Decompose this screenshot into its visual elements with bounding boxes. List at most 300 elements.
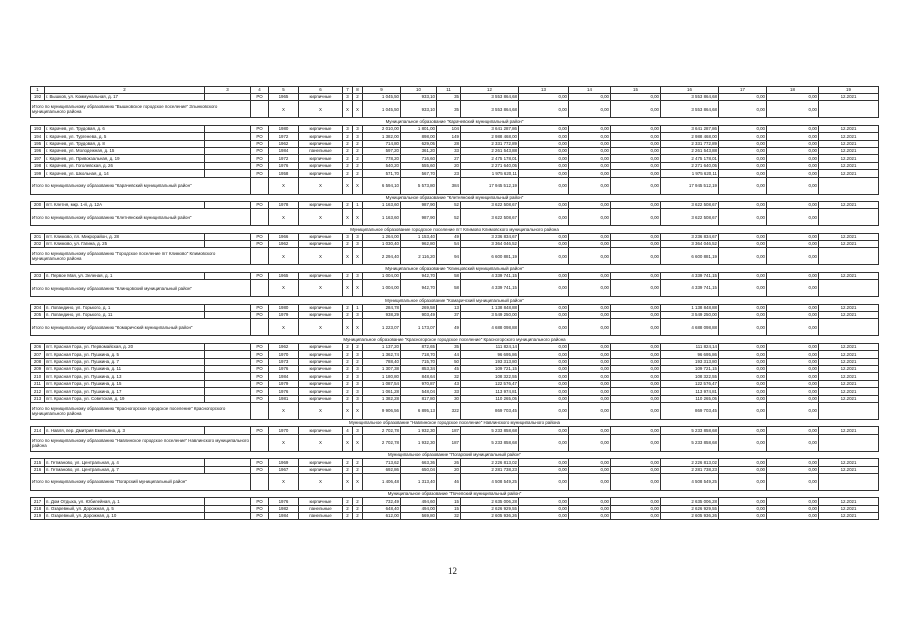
table-cell: 0,00 — [767, 380, 819, 387]
table-cell: 715,70 — [401, 358, 437, 365]
total-label: Итого по муниципальному образованию "Красногорское городское поселение" Красногорского муниципального района — [31, 402, 251, 419]
table-cell: пгт. Красная Гора, ул. Первомайская, д. 20 — [45, 343, 205, 350]
total-cell: 0,00 — [767, 319, 819, 336]
table-cell: 12.2021 — [819, 94, 879, 101]
table-cell: г. Карачев, ул. Трудовая, д. 8 — [45, 140, 205, 147]
table-cell: 0,00 — [611, 351, 661, 358]
table-cell: 12.2021 — [819, 133, 879, 140]
table-cell: 0,00 — [611, 373, 661, 380]
table-cell: 1965 — [269, 94, 299, 101]
total-cell: 942,70 — [401, 280, 437, 297]
table-cell: кирпичные — [299, 272, 343, 279]
table-cell: 110 265,05 — [461, 395, 519, 402]
total-label: Итого по муниципальному образованию "Навлинское городское поселение" Навлинского муниципального района — [31, 434, 251, 451]
total-cell: 987,90 — [401, 209, 437, 226]
table-cell: 0,00 — [767, 140, 819, 147]
table-cell: 0,00 — [719, 94, 767, 101]
section-title: Муниципальное образование "Клинцовский муниципальный район" — [31, 265, 879, 272]
total-cell: 322 — [437, 402, 461, 419]
table-cell: 2 — [343, 380, 353, 387]
total-cell — [819, 473, 879, 490]
table-cell: 0,00 — [719, 312, 767, 319]
table-cell: РО — [251, 498, 269, 505]
total-cell: X — [299, 248, 343, 265]
table-cell: 0,00 — [611, 241, 661, 248]
table-cell: 3 549 250,00 — [461, 312, 519, 319]
table-cell: 1973 — [269, 358, 299, 365]
table-cell: 0,00 — [519, 170, 569, 177]
table-cell: 1976 — [269, 388, 299, 395]
table-cell: 52 — [437, 201, 461, 208]
table-cell: кирпичные — [299, 140, 343, 147]
table-cell: 0,00 — [719, 365, 767, 372]
table-cell: 50 — [437, 358, 461, 365]
table-cell: 970,87 — [401, 380, 437, 387]
table-cell: 0,00 — [519, 505, 569, 512]
table-cell: 1980 — [269, 304, 299, 311]
table-cell: 548,04 — [401, 388, 437, 395]
table-cell: 0,00 — [569, 147, 611, 154]
table-cell: 1979 — [269, 380, 299, 387]
table-cell: кирпичные — [299, 380, 343, 387]
total-cell — [819, 319, 879, 336]
table-cell: 122 576,47 — [461, 380, 519, 387]
table-cell: 692,86 — [363, 466, 401, 473]
total-cell: 2 294,40 — [363, 248, 401, 265]
table-cell: 0,00 — [569, 162, 611, 169]
total-cell: 0,00 — [611, 473, 661, 490]
table-cell: 0,00 — [611, 304, 661, 311]
table-cell: кирпичные — [299, 388, 343, 395]
total-cell: X — [343, 248, 353, 265]
table-cell: 0,00 — [611, 140, 661, 147]
column-number: 5 — [269, 87, 299, 94]
table-cell: 205 — [31, 312, 45, 319]
table-cell — [205, 140, 251, 147]
table-cell: 12.2021 — [819, 241, 879, 248]
table-cell: 1984 — [269, 147, 299, 154]
table-cell: п. Навля, пер. Дмитрия Емельяна, д. 3 — [45, 427, 205, 434]
table-cell: 0,00 — [719, 170, 767, 177]
table-cell: 3 622 508,67 — [461, 201, 519, 208]
table-cell: 12.2021 — [819, 233, 879, 240]
table-cell: 1 138 848,88 — [661, 304, 719, 311]
table-cell: 0,00 — [719, 233, 767, 240]
table-cell: 1 382,28 — [363, 395, 401, 402]
table-cell: 1966 — [269, 233, 299, 240]
total-cell: 0,00 — [569, 209, 611, 226]
table-cell: 1 137,20 — [363, 343, 401, 350]
table-cell: 987,90 — [401, 201, 437, 208]
total-cell — [819, 248, 879, 265]
table-cell: 0,00 — [569, 395, 611, 402]
table-cell: 109 721,15 — [661, 365, 719, 372]
table-cell: 2 — [343, 155, 353, 162]
table-cell: 0,00 — [611, 466, 661, 473]
total-cell: 0,00 — [719, 402, 767, 419]
table-cell: 2 — [343, 505, 353, 512]
total-cell: 0,00 — [611, 248, 661, 265]
total-cell: 4 508 549,25 — [661, 473, 719, 490]
table-cell: 2 — [353, 513, 363, 520]
table-cell: РО — [251, 162, 269, 169]
total-cell: X — [269, 434, 299, 451]
total-cell — [251, 280, 269, 297]
table-cell: 0,00 — [611, 94, 661, 101]
table-cell: 0,00 — [519, 133, 569, 140]
table-cell: 2 — [343, 133, 353, 140]
table-cell: 0,00 — [611, 312, 661, 319]
table-row — [31, 233, 879, 240]
table-cell: 2 331 772,89 — [461, 140, 519, 147]
table-cell: 200 — [31, 201, 45, 208]
total-cell: 3 622 508,67 — [661, 209, 719, 226]
table-cell: 872,65 — [401, 343, 437, 350]
table-row — [31, 395, 879, 402]
table-cell: 1 — [353, 201, 363, 208]
table-cell: 35 — [437, 343, 461, 350]
table-cell: 12.2021 — [819, 358, 879, 365]
total-cell: 0,00 — [569, 473, 611, 490]
table-cell: 211 — [31, 380, 45, 387]
table-row — [31, 201, 879, 208]
table-cell: 3 — [353, 395, 363, 402]
total-cell: 1 932,30 — [401, 434, 437, 451]
table-cell: п. Гетманово, ул. Центральная, д. 7 — [45, 466, 205, 473]
table-row — [31, 155, 879, 162]
table-cell: г. Карачев, ул. Школьная, д. 14 — [45, 170, 205, 177]
table-cell: 5 233 858,68 — [661, 427, 719, 434]
table-cell: 195 — [31, 140, 45, 147]
table-cell: 648,40 — [363, 505, 401, 512]
table-cell — [205, 170, 251, 177]
total-cell: X — [353, 177, 363, 194]
total-cell: X — [299, 209, 343, 226]
section-title-row — [31, 336, 879, 343]
table-cell: 494,00 — [401, 505, 437, 512]
table-cell: 2 281 738,23 — [461, 466, 519, 473]
section-title: Муниципальное образование "Погарский муниципальный район" — [31, 451, 879, 458]
table-cell: 12.2021 — [819, 201, 879, 208]
table-cell: РО — [251, 312, 269, 319]
table-cell: 0,00 — [519, 312, 569, 319]
table-row — [31, 388, 879, 395]
total-cell: 0,00 — [519, 209, 569, 226]
column-number: 1 — [31, 87, 45, 94]
table-cell: п. Гетманово, ул. Центральная, д. 4 — [45, 459, 205, 466]
table-cell: 13 — [437, 304, 461, 311]
table-cell: 0,00 — [569, 358, 611, 365]
total-cell: 35 — [437, 101, 461, 118]
table-cell: 1967 — [269, 466, 299, 473]
total-cell: X — [269, 280, 299, 297]
table-cell: 1962 — [269, 241, 299, 248]
table-cell: 12.2021 — [819, 498, 879, 505]
table-cell: 0,00 — [719, 351, 767, 358]
total-cell: X — [353, 209, 363, 226]
table-cell: РО — [251, 147, 269, 154]
table-cell: 1969 — [269, 459, 299, 466]
total-cell: 0,00 — [569, 402, 611, 419]
table-cell: кирпичные — [299, 304, 343, 311]
table-cell: 2 261 543,88 — [661, 147, 719, 154]
table-cell: 1984 — [269, 373, 299, 380]
table-cell: 2 — [343, 162, 353, 169]
table-cell: 898,00 — [401, 133, 437, 140]
table-cell: 0,00 — [767, 201, 819, 208]
table-cell: 0,00 — [569, 125, 611, 132]
table-cell: 28 — [437, 140, 461, 147]
table-cell: 0,00 — [719, 155, 767, 162]
table-cell: 217 — [31, 498, 45, 505]
table-cell: 4 339 741,15 — [461, 272, 519, 279]
table-cell: кирпичные — [299, 459, 343, 466]
table-cell: 122 576,47 — [661, 380, 719, 387]
total-cell: 4 688 098,88 — [661, 319, 719, 336]
table-cell — [205, 147, 251, 154]
table-cell: 2 475 178,01 — [461, 155, 519, 162]
total-cell: 6 600 881,19 — [461, 248, 519, 265]
total-cell: 5 233 858,68 — [661, 434, 719, 451]
table-row — [31, 459, 879, 466]
table-cell: 629,05 — [401, 140, 437, 147]
table-cell — [205, 125, 251, 132]
table-cell: 27 — [437, 155, 461, 162]
table-cell: 0,00 — [611, 155, 661, 162]
total-label: Итого по муниципальному образованию "Комаричский муниципальный район" — [31, 319, 251, 336]
table-cell — [205, 459, 251, 466]
total-cell: 0,00 — [767, 434, 819, 451]
table-cell: 2 261 543,88 — [461, 147, 519, 154]
table-cell: 33 — [437, 388, 461, 395]
table-cell: 663,36 — [401, 459, 437, 466]
table-cell: 197 — [31, 155, 45, 162]
table-cell: 213 — [31, 395, 45, 402]
total-cell: 0,00 — [611, 319, 661, 336]
table-row — [31, 505, 879, 512]
table-cell: 1976 — [269, 162, 299, 169]
table-cell: 0,00 — [611, 170, 661, 177]
table-cell: 0,00 — [569, 133, 611, 140]
table-cell: 0,00 — [767, 513, 819, 520]
total-cell: 0,00 — [519, 101, 569, 118]
table-cell: 4 — [343, 427, 353, 434]
table-cell: РО — [251, 140, 269, 147]
table-cell: 0,00 — [569, 304, 611, 311]
table-cell: 1984 — [269, 513, 299, 520]
table-cell: 20 — [437, 162, 461, 169]
table-cell — [205, 358, 251, 365]
total-cell: 0,00 — [767, 473, 819, 490]
table-cell: 2 — [343, 395, 353, 402]
table-cell: 0,00 — [519, 513, 569, 520]
table-cell: РО — [251, 133, 269, 140]
table-cell: 0,00 — [519, 162, 569, 169]
total-cell: 0,00 — [611, 209, 661, 226]
table-cell: 3 — [343, 233, 353, 240]
table-cell: 0,00 — [519, 388, 569, 395]
table-cell: 0,00 — [611, 125, 661, 132]
table-cell: кирпичные — [299, 133, 343, 140]
table-cell: панельные — [299, 505, 343, 512]
table-cell: кирпичные — [299, 351, 343, 358]
table-cell: 1 307,38 — [363, 365, 401, 372]
table-cell — [205, 373, 251, 380]
table-cell: 0,00 — [569, 272, 611, 279]
table-cell: РО — [251, 233, 269, 240]
table-cell: РО — [251, 170, 269, 177]
column-number: 13 — [519, 87, 569, 94]
table-cell: 2 — [343, 140, 353, 147]
table-cell: 555,60 — [401, 162, 437, 169]
table-cell: кирпичные — [299, 365, 343, 372]
table-cell: 0,00 — [767, 505, 819, 512]
table-cell: 0,00 — [719, 466, 767, 473]
table-row — [31, 343, 879, 350]
table-cell: 0,00 — [611, 147, 661, 154]
total-cell: 0,00 — [719, 101, 767, 118]
table-cell — [205, 395, 251, 402]
table-cell: 204 — [31, 304, 45, 311]
table-cell: кирпичные — [299, 170, 343, 177]
table-cell: РО — [251, 272, 269, 279]
table-cell: пгт. Красная Гора, ул. Пушкина, д. 7 — [45, 358, 205, 365]
total-cell: 384 — [437, 177, 461, 194]
table-cell: 0,00 — [611, 358, 661, 365]
table-cell: 2 — [353, 170, 363, 177]
table-cell: 0,00 — [519, 365, 569, 372]
table-cell: 0,00 — [719, 427, 767, 434]
table-cell: 187 — [437, 427, 461, 434]
table-cell: 0,00 — [519, 140, 569, 147]
table-cell: пгт. Клетня, мкр. 1-й, д. 12А — [45, 201, 205, 208]
table-cell: 0,00 — [767, 133, 819, 140]
table-cell: 1980 — [269, 125, 299, 132]
table-cell: 2 — [343, 365, 353, 372]
table-cell: 201 — [31, 233, 45, 240]
table-cell: 942,70 — [401, 272, 437, 279]
total-cell: X — [343, 101, 353, 118]
table-cell: 2 271 640,05 — [461, 162, 519, 169]
table-cell: пгт. Красная Гора, ул. Пушкина, д. 15 — [45, 380, 205, 387]
table-cell: 0,00 — [767, 170, 819, 177]
table-cell: пгт. Климово, пл. Микрорайон, д. 28 — [45, 233, 205, 240]
table-cell: 4 339 741,15 — [661, 272, 719, 279]
table-cell: 1 932,30 — [401, 427, 437, 434]
total-cell: X — [299, 319, 343, 336]
total-row — [31, 473, 879, 490]
table-cell: кирпичные — [299, 427, 343, 434]
table-cell: 35 — [437, 94, 461, 101]
total-cell: 869 703,45 — [661, 402, 719, 419]
page-number: 12 — [448, 566, 457, 576]
table-cell: 20 — [437, 466, 461, 473]
table-cell: 0,00 — [569, 233, 611, 240]
table-cell: 2 — [353, 505, 363, 512]
table-cell: 0,00 — [719, 125, 767, 132]
table-cell: 0,00 — [611, 459, 661, 466]
table-cell: 26 — [437, 459, 461, 466]
table-cell: 2 — [343, 312, 353, 319]
table-cell: 0,00 — [719, 133, 767, 140]
table-cell: г. Карачев, ул. Привокзальная, д. 19 — [45, 155, 205, 162]
table-cell: 2 281 738,23 — [661, 466, 719, 473]
table-cell: 853,34 — [401, 365, 437, 372]
total-cell: X — [299, 402, 343, 419]
total-cell: 6 895,13 — [401, 402, 437, 419]
table-cell: 12.2021 — [819, 380, 879, 387]
total-cell: 5 573,80 — [401, 177, 437, 194]
table-cell: 2 — [343, 147, 353, 154]
table-cell — [205, 498, 251, 505]
table-cell: РО — [251, 427, 269, 434]
total-cell: 0,00 — [519, 319, 569, 336]
table-cell: 2 — [353, 162, 363, 169]
table-cell: 12.2021 — [819, 272, 879, 279]
table-cell: 12.2021 — [819, 140, 879, 147]
table-cell: 2 — [353, 466, 363, 473]
total-cell: 1 173,07 — [401, 319, 437, 336]
table-cell: 12.2021 — [819, 147, 879, 154]
total-cell: X — [343, 209, 353, 226]
table-cell: 0,00 — [519, 201, 569, 208]
table-row — [31, 427, 879, 434]
table-cell: 194 — [31, 133, 45, 140]
total-cell: 0,00 — [767, 101, 819, 118]
table-cell: 0,00 — [767, 427, 819, 434]
table-cell: 3 641 287,86 — [461, 125, 519, 132]
table-cell: 0,00 — [767, 155, 819, 162]
table-cell: 0,00 — [569, 505, 611, 512]
table-cell: 0,00 — [569, 498, 611, 505]
table-cell: 3 — [343, 94, 353, 101]
table-cell: 193 — [31, 125, 45, 132]
table-cell: 12.2021 — [819, 155, 879, 162]
total-cell: X — [353, 402, 363, 419]
table-cell: 12.2021 — [819, 304, 879, 311]
table-cell: 714,80 — [363, 140, 401, 147]
total-cell: 0,00 — [767, 402, 819, 419]
table-cell: 817,80 — [401, 395, 437, 402]
table-cell: 0,00 — [719, 147, 767, 154]
table-cell: 567,70 — [401, 170, 437, 177]
table-cell: 1 045,50 — [363, 94, 401, 101]
section-title-row — [31, 490, 879, 497]
table-cell: 3 — [353, 233, 363, 240]
table-cell: 12.2021 — [819, 388, 879, 395]
table-cell: 58 — [437, 272, 461, 279]
table-cell: 12.2021 — [819, 162, 879, 169]
table-cell: РО — [251, 395, 269, 402]
table-cell: 0,00 — [719, 373, 767, 380]
table-cell: 0,00 — [519, 125, 569, 132]
table-cell: РО — [251, 513, 269, 520]
table-cell: 2 — [343, 351, 353, 358]
total-cell: X — [343, 473, 353, 490]
table-cell: кирпичные — [299, 162, 343, 169]
table-cell: 1 138 848,88 — [461, 304, 519, 311]
table-row — [31, 312, 879, 319]
table-row — [31, 140, 879, 147]
table-cell: 113 974,81 — [661, 388, 719, 395]
table-cell: 2 — [353, 155, 363, 162]
table-cell: 193 313,80 — [661, 358, 719, 365]
table-cell: 1962 — [269, 343, 299, 350]
total-cell: 52 — [437, 209, 461, 226]
table-cell: 1 153,40 — [401, 233, 437, 240]
total-cell — [819, 434, 879, 451]
table-cell: 1 180,80 — [363, 373, 401, 380]
